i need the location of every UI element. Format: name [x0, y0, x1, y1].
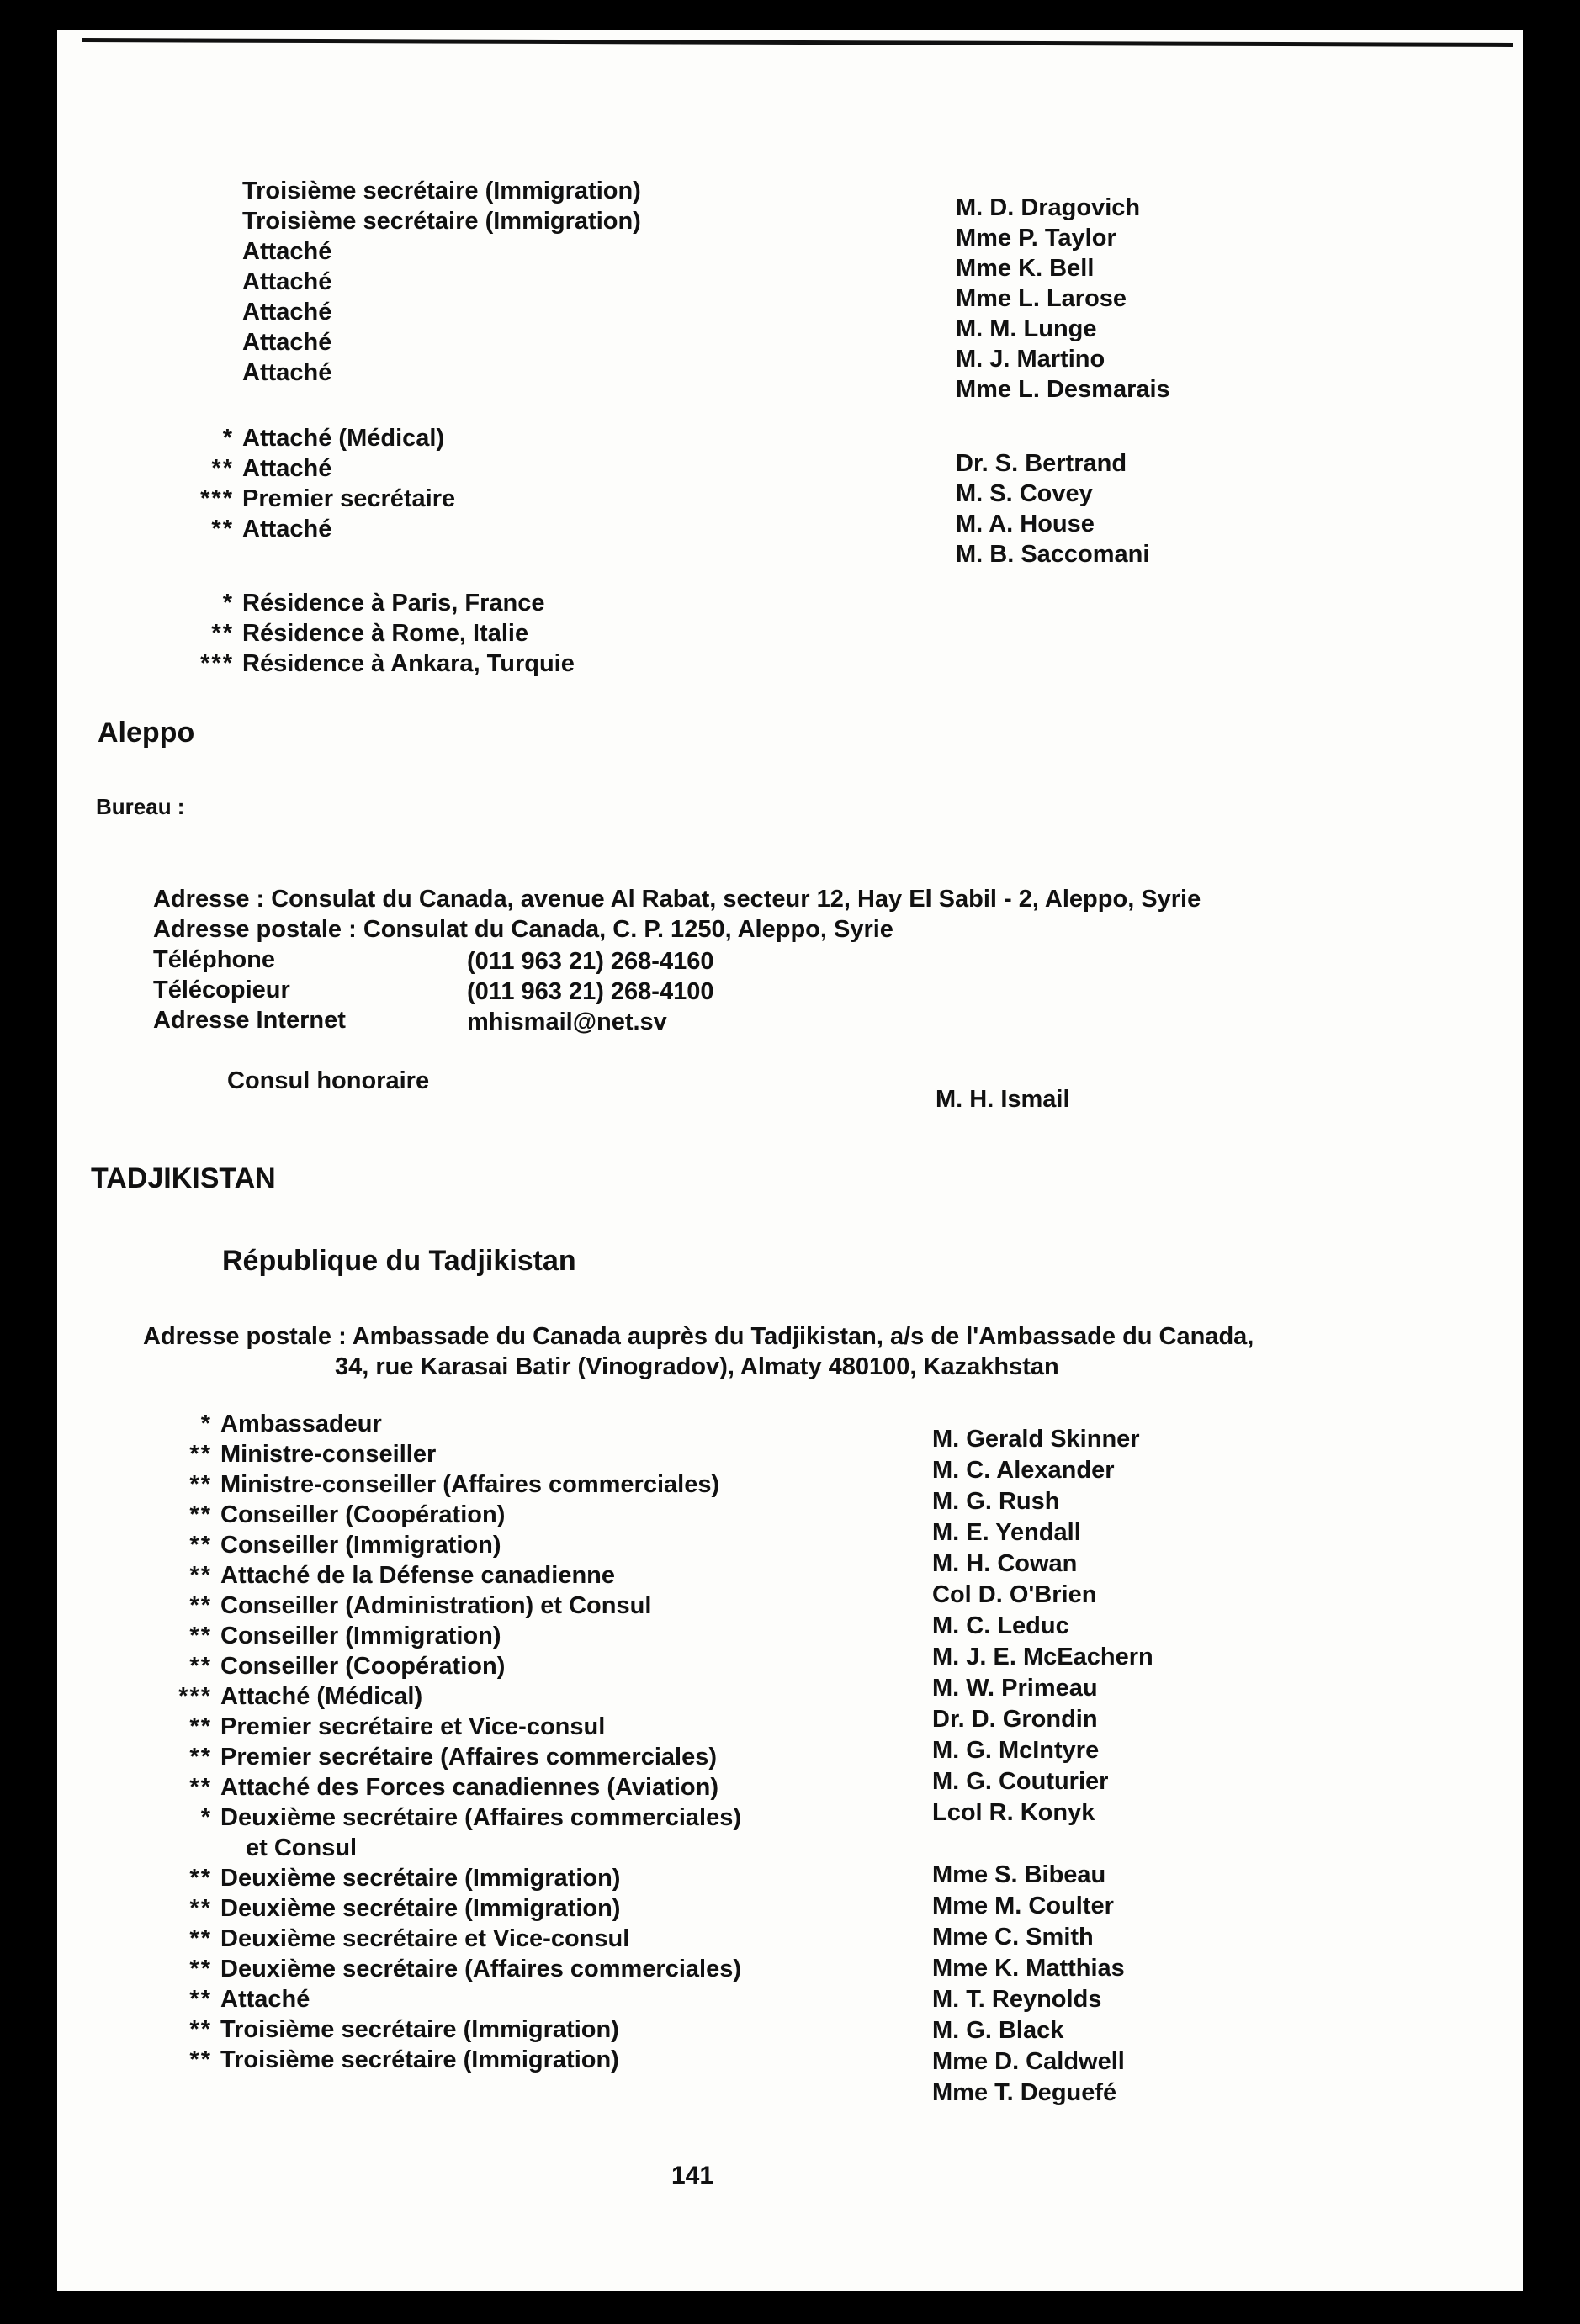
- staff-title-row: [145, 1955, 741, 1983]
- phone-value: (011 963 21) 268-4160: [467, 948, 714, 975]
- aleppo-postal: Adresse postale : Consulat du Canada, C. P. 1250, Aleppo, Syrie: [153, 916, 893, 943]
- staff-name: Mme D. Caldwell: [932, 2048, 1125, 2075]
- staff-title-row: [167, 177, 641, 205]
- staff-name: M. W. Primeau: [932, 1675, 1098, 1702]
- staff-title-row: [167, 484, 455, 513]
- staff-title-row: [145, 1501, 505, 1529]
- staff-name: M. J. E. McEachern: [932, 1644, 1153, 1670]
- staff-title-row: [145, 1470, 719, 1499]
- staff-title: Troisième secrétaire (Immigration): [242, 177, 641, 204]
- staff-name: Dr. D. Grondin: [932, 1706, 1098, 1733]
- staff-title-row: [167, 358, 331, 387]
- staff-title-row: [145, 1985, 310, 2014]
- staff-name: M. B. Saccomani: [956, 541, 1150, 568]
- tajik-postal-line2: 34, rue Karasai Batir (Vinogradov), Almaty 480100, Kazakhstan: [335, 1353, 1059, 1380]
- tajik-postal-line1: Adresse postale : Ambassade du Canada auprès du Tadjikistan, a/s de l'Ambassade du Canada,: [143, 1323, 1254, 1350]
- staff-name: Mme S. Bibeau: [932, 1861, 1106, 1888]
- staff-name: Mme K. Bell: [956, 255, 1095, 282]
- staff-title-row: [145, 2046, 619, 2074]
- phone-label: Téléphone: [153, 946, 276, 973]
- republic-heading: République du Tadjikistan: [222, 1245, 576, 1277]
- staff-title-row: [145, 1531, 501, 1559]
- footnote-mark: *: [200, 1804, 212, 1831]
- footnote-mark: **: [211, 455, 234, 482]
- staff-name: Mme C. Smith: [932, 1924, 1094, 1951]
- staff-title: Attaché: [242, 299, 332, 326]
- staff-title-continued: et Consul: [246, 1834, 358, 1861]
- aleppo-address: Adresse : Consulat du Canada, avenue Al Rabat, secteur 12, Hay El Sabil - 2, Aleppo, Syrie: [153, 886, 1201, 913]
- staff-title: Attaché (Médical): [242, 425, 445, 452]
- footnote-row: [167, 589, 544, 617]
- footnote-mark: **: [189, 1592, 212, 1619]
- staff-title: Conseiller (Coopération): [220, 1653, 506, 1680]
- staff-title: Premier secrétaire (Affaires commerciales): [220, 1744, 717, 1771]
- footnote-mark: **: [189, 1471, 212, 1498]
- staff-title: Conseiller (Coopération): [220, 1501, 506, 1528]
- staff-title-row: [167, 298, 331, 326]
- footnote-mark: **: [189, 1562, 212, 1589]
- staff-title-row: [145, 1743, 717, 1771]
- footnote-mark: **: [189, 1501, 212, 1528]
- footnote-mark: *: [200, 1411, 212, 1437]
- footnote-mark: **: [189, 1925, 212, 1952]
- staff-title-row: [145, 1652, 505, 1681]
- staff-title-row: [145, 2015, 619, 2044]
- footnote-text: Résidence à Ankara, Turquie: [242, 650, 575, 677]
- staff-name: Mme L. Desmarais: [956, 376, 1170, 403]
- footnote-mark: **: [189, 1956, 212, 1983]
- footnote-mark: **: [189, 1774, 212, 1801]
- staff-title: Deuxième secrétaire (Immigration): [220, 1895, 621, 1922]
- bureau-label: Bureau :: [96, 794, 185, 819]
- footnote-mark: **: [189, 1744, 212, 1771]
- footnote-mark: ***: [178, 1683, 212, 1710]
- staff-title: Deuxième secrétaire (Affaires commerciales): [220, 1956, 741, 1983]
- staff-name: M. M. Lunge: [956, 315, 1097, 342]
- staff-title-row: [167, 424, 444, 453]
- internet-value: mhismail@net.sv: [467, 1008, 667, 1035]
- staff-title-row: [145, 1803, 741, 1832]
- staff-title: Attaché: [242, 455, 332, 482]
- staff-name: M. E. Yendall: [932, 1519, 1081, 1546]
- footnote-mark: *: [222, 590, 234, 617]
- staff-title: Attaché: [242, 359, 332, 386]
- footnote-row: [167, 619, 528, 648]
- staff-title-row: [167, 207, 641, 236]
- staff-title-row: [145, 1410, 382, 1438]
- staff-title-row: [167, 454, 331, 483]
- footnote-mark: **: [189, 1865, 212, 1892]
- footnote-text: Résidence à Rome, Italie: [242, 620, 529, 647]
- staff-title: Attaché: [242, 329, 332, 356]
- staff-title-row: [145, 1713, 605, 1741]
- staff-title-row: [145, 1682, 422, 1711]
- staff-title: Conseiller (Administration) et Consul: [220, 1592, 652, 1619]
- staff-title: Troisième secrétaire (Immigration): [242, 208, 641, 235]
- footnote-mark: **: [211, 516, 234, 543]
- aleppo-heading: Aleppo: [98, 717, 195, 749]
- staff-title-row: [145, 1924, 629, 1953]
- staff-title-row: [145, 1591, 651, 1620]
- staff-title: Deuxième secrétaire (Immigration): [220, 1865, 621, 1892]
- footnote-mark: **: [189, 1895, 212, 1922]
- internet-label: Adresse Internet: [153, 1007, 346, 1034]
- fax-label: Télécopieur: [153, 977, 290, 1003]
- staff-title: Attaché: [242, 516, 332, 543]
- staff-name: M. Gerald Skinner: [932, 1426, 1140, 1453]
- staff-name: M. D. Dragovich: [956, 194, 1141, 221]
- footnote-mark: **: [189, 2016, 212, 2043]
- staff-title-row: [145, 1894, 620, 1923]
- staff-name: M. G. Black: [932, 2017, 1064, 2044]
- staff-name: M. C. Leduc: [932, 1612, 1069, 1639]
- footnote-mark: ***: [200, 485, 234, 512]
- staff-title: Deuxième secrétaire (Affaires commerciales): [220, 1804, 741, 1831]
- fax-value: (011 963 21) 268-4100: [467, 978, 714, 1005]
- staff-title: Attaché: [220, 1986, 310, 2013]
- staff-title-row: [145, 1864, 620, 1893]
- footnote-mark: **: [189, 1713, 212, 1740]
- consul-title: Consul honoraire: [227, 1067, 430, 1094]
- staff-title: Ministre-conseiller (Affaires commerciales): [220, 1471, 720, 1498]
- footnote-row: [167, 649, 575, 678]
- staff-title-row: [145, 1622, 501, 1650]
- staff-title: Premier secrétaire et Vice-consul: [220, 1713, 606, 1740]
- staff-title: Troisième secrétaire (Immigration): [220, 2046, 619, 2073]
- staff-title-row: [167, 237, 331, 266]
- staff-name: M. A. House: [956, 511, 1095, 537]
- staff-title: Conseiller (Immigration): [220, 1532, 501, 1559]
- staff-name: Mme M. Coulter: [932, 1893, 1114, 1919]
- footnote-mark: ***: [200, 650, 234, 677]
- staff-name: Lcol R. Konyk: [932, 1799, 1095, 1826]
- staff-title: Attaché (Médical): [220, 1683, 423, 1710]
- staff-name: M. T. Reynolds: [932, 1986, 1102, 2013]
- staff-title-row: [167, 267, 331, 296]
- staff-title: Ambassadeur: [220, 1411, 382, 1437]
- staff-name: M. G. Couturier: [932, 1768, 1109, 1795]
- staff-name: M. G. McIntyre: [932, 1737, 1100, 1764]
- document-page: [57, 30, 1523, 2291]
- staff-title: Attaché des Forces canadiennes (Aviation): [220, 1774, 718, 1801]
- footnote-mark: **: [211, 620, 234, 647]
- staff-title-row: [167, 515, 331, 543]
- staff-title: Troisième secrétaire (Immigration): [220, 2016, 619, 2043]
- staff-name: Mme T. Deguefé: [932, 2079, 1117, 2106]
- staff-title: Deuxième secrétaire et Vice-consul: [220, 1925, 630, 1952]
- consul-name: M. H. Ismail: [936, 1086, 1070, 1113]
- top-rule: [82, 38, 1513, 47]
- footnote-mark: **: [189, 2046, 212, 2073]
- footnote-mark: **: [189, 1653, 212, 1680]
- footnote-mark: *: [222, 425, 234, 452]
- staff-name: Dr. S. Bertrand: [956, 450, 1127, 477]
- staff-title: Attaché: [242, 238, 332, 265]
- page-number: 141: [671, 2162, 714, 2189]
- staff-title-row: [145, 1773, 718, 1802]
- staff-name: Col D. O'Brien: [932, 1581, 1097, 1608]
- staff-name: Mme L. Larose: [956, 285, 1127, 312]
- staff-title-row: [145, 1561, 615, 1590]
- staff-title: Premier secrétaire: [242, 485, 456, 512]
- staff-title: Ministre-conseiller: [220, 1441, 437, 1468]
- staff-title-row: [167, 328, 331, 357]
- staff-name: M. J. Martino: [956, 346, 1105, 373]
- staff-name: Mme P. Taylor: [956, 225, 1116, 251]
- staff-name: M. S. Covey: [956, 480, 1093, 507]
- footnote-mark: **: [189, 1986, 212, 2013]
- country-heading: TADJIKISTAN: [91, 1162, 276, 1194]
- staff-title: Attaché de la Défense canadienne: [220, 1562, 615, 1589]
- footnote-mark: **: [189, 1532, 212, 1559]
- footnote-mark: **: [189, 1441, 212, 1468]
- staff-title: Conseiller (Immigration): [220, 1623, 501, 1649]
- staff-name: M. H. Cowan: [932, 1550, 1078, 1577]
- footnote-mark: **: [189, 1623, 212, 1649]
- staff-name: M. C. Alexander: [932, 1457, 1115, 1484]
- staff-title-row: [145, 1440, 436, 1469]
- footnote-text: Résidence à Paris, France: [242, 590, 545, 617]
- staff-name: Mme K. Matthias: [932, 1955, 1125, 1982]
- staff-title: Attaché: [242, 268, 332, 295]
- staff-name: M. G. Rush: [932, 1488, 1060, 1515]
